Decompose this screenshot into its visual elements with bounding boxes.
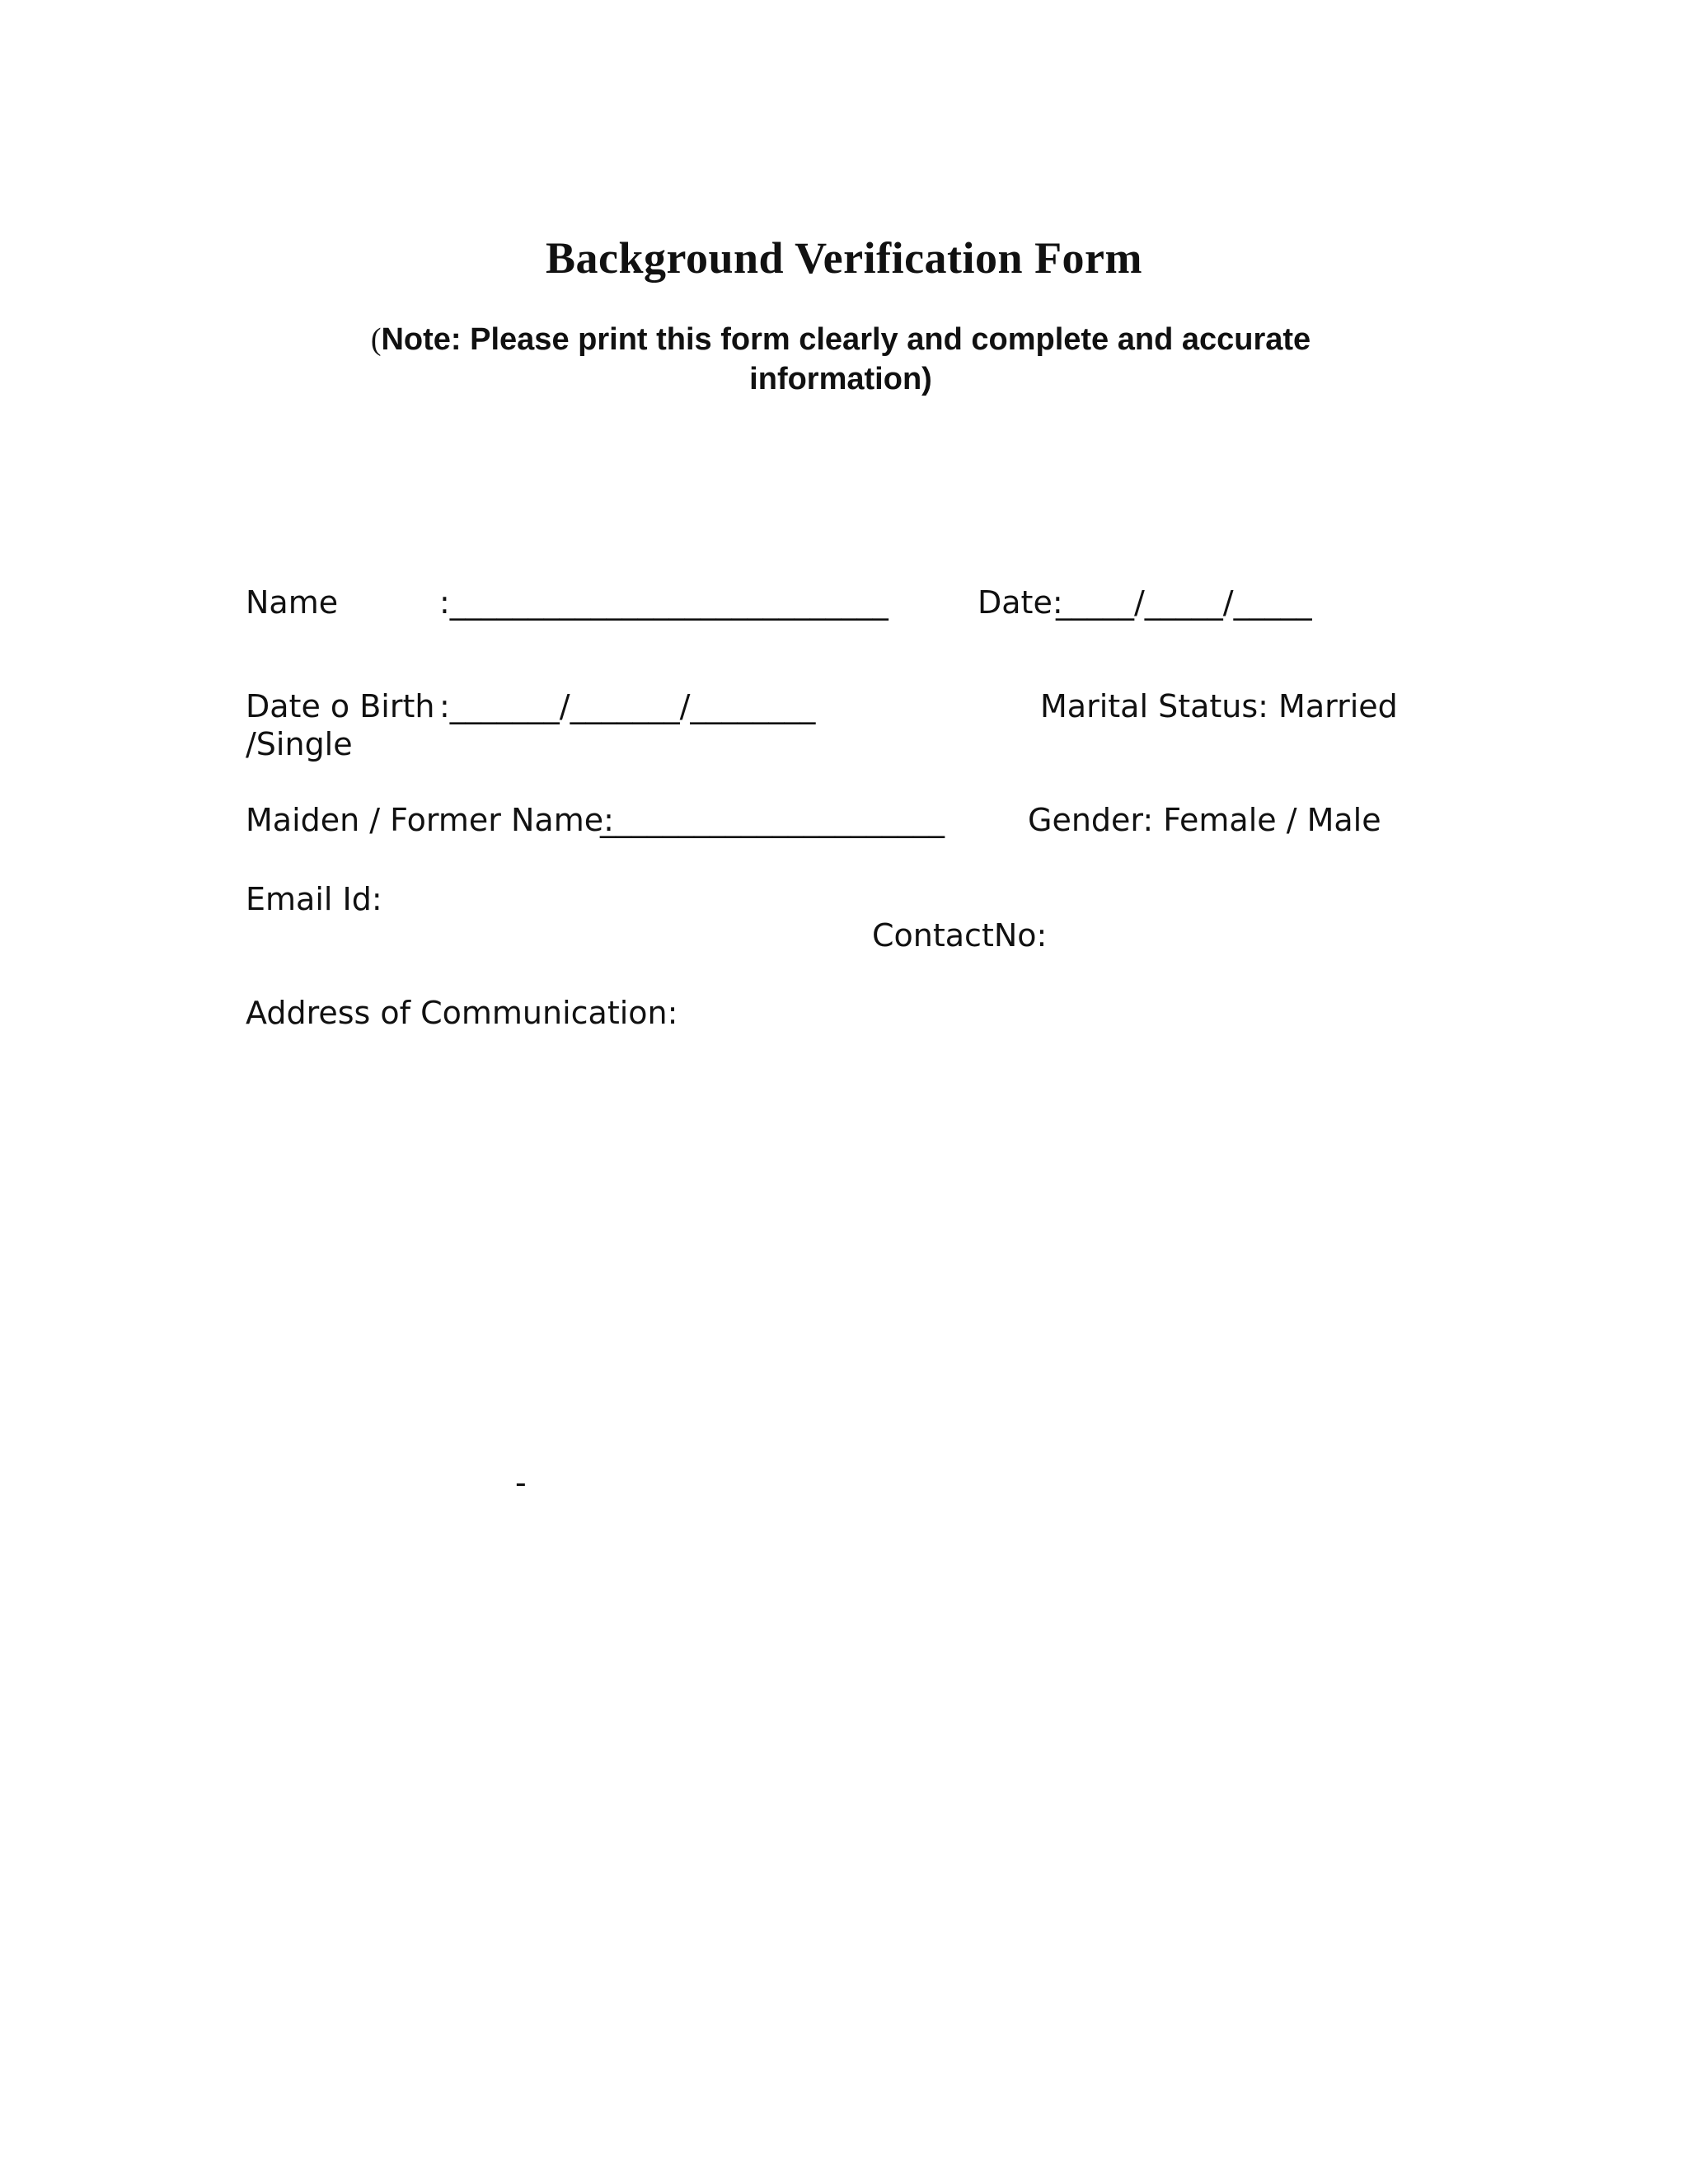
marital-status-cont[interactable]: /Single — [246, 726, 353, 762]
maiden-blank[interactable]: ______________________ — [600, 802, 945, 838]
contact-label: ContactNo: — [872, 917, 1048, 954]
name-blank[interactable]: :____________________________ — [439, 584, 889, 621]
dob-label: Date o Birth — [246, 688, 435, 724]
date-blank[interactable]: _____/_____/_____ — [1056, 584, 1312, 621]
marital-status[interactable]: Marital Status: Married — [1040, 688, 1398, 724]
address-label: Address of Communication: — [246, 995, 678, 1031]
stray-dash: - — [515, 1465, 527, 1501]
note-open-paren: ( — [370, 322, 382, 357]
note-line-2: information) — [749, 362, 932, 396]
dob-blank[interactable]: :_______/_______/________ — [439, 688, 816, 724]
email-label: Email Id: — [246, 881, 382, 917]
form-note — [313, 320, 1368, 399]
name-label: Name — [246, 584, 339, 621]
maiden-label: Maiden / Former Name: — [246, 802, 614, 838]
date-label: Date: — [978, 584, 1063, 621]
note-line-1: Note: Please print this form clearly and complete and accurate — [381, 322, 1311, 357]
gender[interactable]: Gender: Female / Male — [1028, 802, 1381, 838]
form-title: Background Verification Form — [545, 233, 1142, 283]
